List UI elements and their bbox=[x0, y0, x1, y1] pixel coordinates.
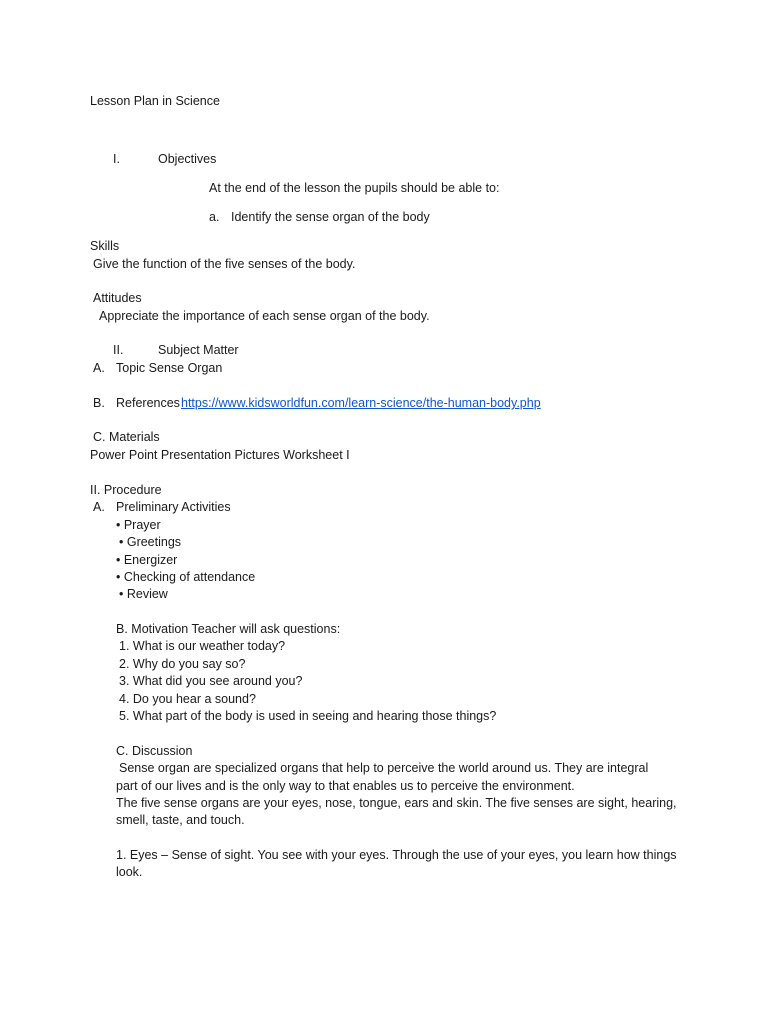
references-marker: B. bbox=[93, 396, 105, 410]
preliminary-heading: Preliminary Activities bbox=[116, 500, 231, 514]
objective-item-marker: a. bbox=[209, 210, 220, 224]
list-item: 2. Why do you say so? bbox=[119, 657, 246, 671]
subject-matter-numeral: II. bbox=[113, 343, 124, 357]
list-item: • Prayer bbox=[116, 518, 161, 532]
objectives-heading: Objectives bbox=[158, 152, 217, 166]
list-item: • Checking of attendance bbox=[116, 570, 256, 584]
discussion-line: The five sense organs are your eyes, nose, tongue, ears and skin. The five senses are sight, hearing, bbox=[116, 796, 677, 810]
list-item: 5. What part of the body is used in seeing and hearing those things? bbox=[119, 709, 497, 723]
list-item: 1. What is our weather today? bbox=[119, 639, 286, 653]
eyes-line: look. bbox=[116, 865, 143, 879]
list-item: 3. What did you see around you? bbox=[119, 674, 303, 688]
attitudes-text: Appreciate the importance of each sense organ of the body. bbox=[99, 309, 430, 323]
skills-text: Give the function of the five senses of the body. bbox=[93, 257, 356, 271]
objectives-intro: At the end of the lesson the pupils should be able to: bbox=[209, 181, 500, 195]
discussion-line: smell, taste, and touch. bbox=[116, 813, 245, 827]
objectives-numeral: I. bbox=[113, 152, 120, 166]
preliminary-marker: A. bbox=[93, 500, 105, 514]
procedure-heading: II. Procedure bbox=[90, 483, 162, 497]
discussion-line: Sense organ are specialized organs that help to perceive the world around us. They are integral bbox=[119, 761, 649, 775]
discussion-heading: C. Discussion bbox=[116, 744, 193, 758]
skills-heading: Skills bbox=[90, 239, 120, 253]
subject-matter-heading: Subject Matter bbox=[158, 343, 239, 357]
motivation-heading: B. Motivation Teacher will ask questions: bbox=[116, 622, 341, 636]
list-item: • Greetings bbox=[119, 535, 182, 549]
document-title: Lesson Plan in Science bbox=[90, 94, 220, 108]
topic-text: Topic Sense Organ bbox=[116, 361, 223, 375]
list-item: 4. Do you hear a sound? bbox=[119, 692, 256, 706]
materials-heading: C. Materials bbox=[93, 430, 160, 444]
topic-marker: A. bbox=[93, 361, 105, 375]
eyes-line: 1. Eyes – Sense of sight. You see with your eyes. Through the use of your eyes, you learn how things bbox=[116, 848, 677, 862]
discussion-line: part of our lives and is the only way to that enables us to perceive the environment. bbox=[116, 779, 575, 793]
attitudes-heading: Attitudes bbox=[93, 291, 142, 305]
objective-item-text: Identify the sense organ of the body bbox=[231, 210, 430, 224]
list-item: • Review bbox=[119, 587, 168, 601]
list-item: • Energizer bbox=[116, 553, 178, 567]
references-label: References bbox=[116, 396, 180, 410]
references-link[interactable]: https://www.kidsworldfun.com/learn-science/the-human-body.php bbox=[181, 396, 541, 410]
materials-text: Power Point Presentation Pictures Worksheet I bbox=[90, 448, 350, 462]
